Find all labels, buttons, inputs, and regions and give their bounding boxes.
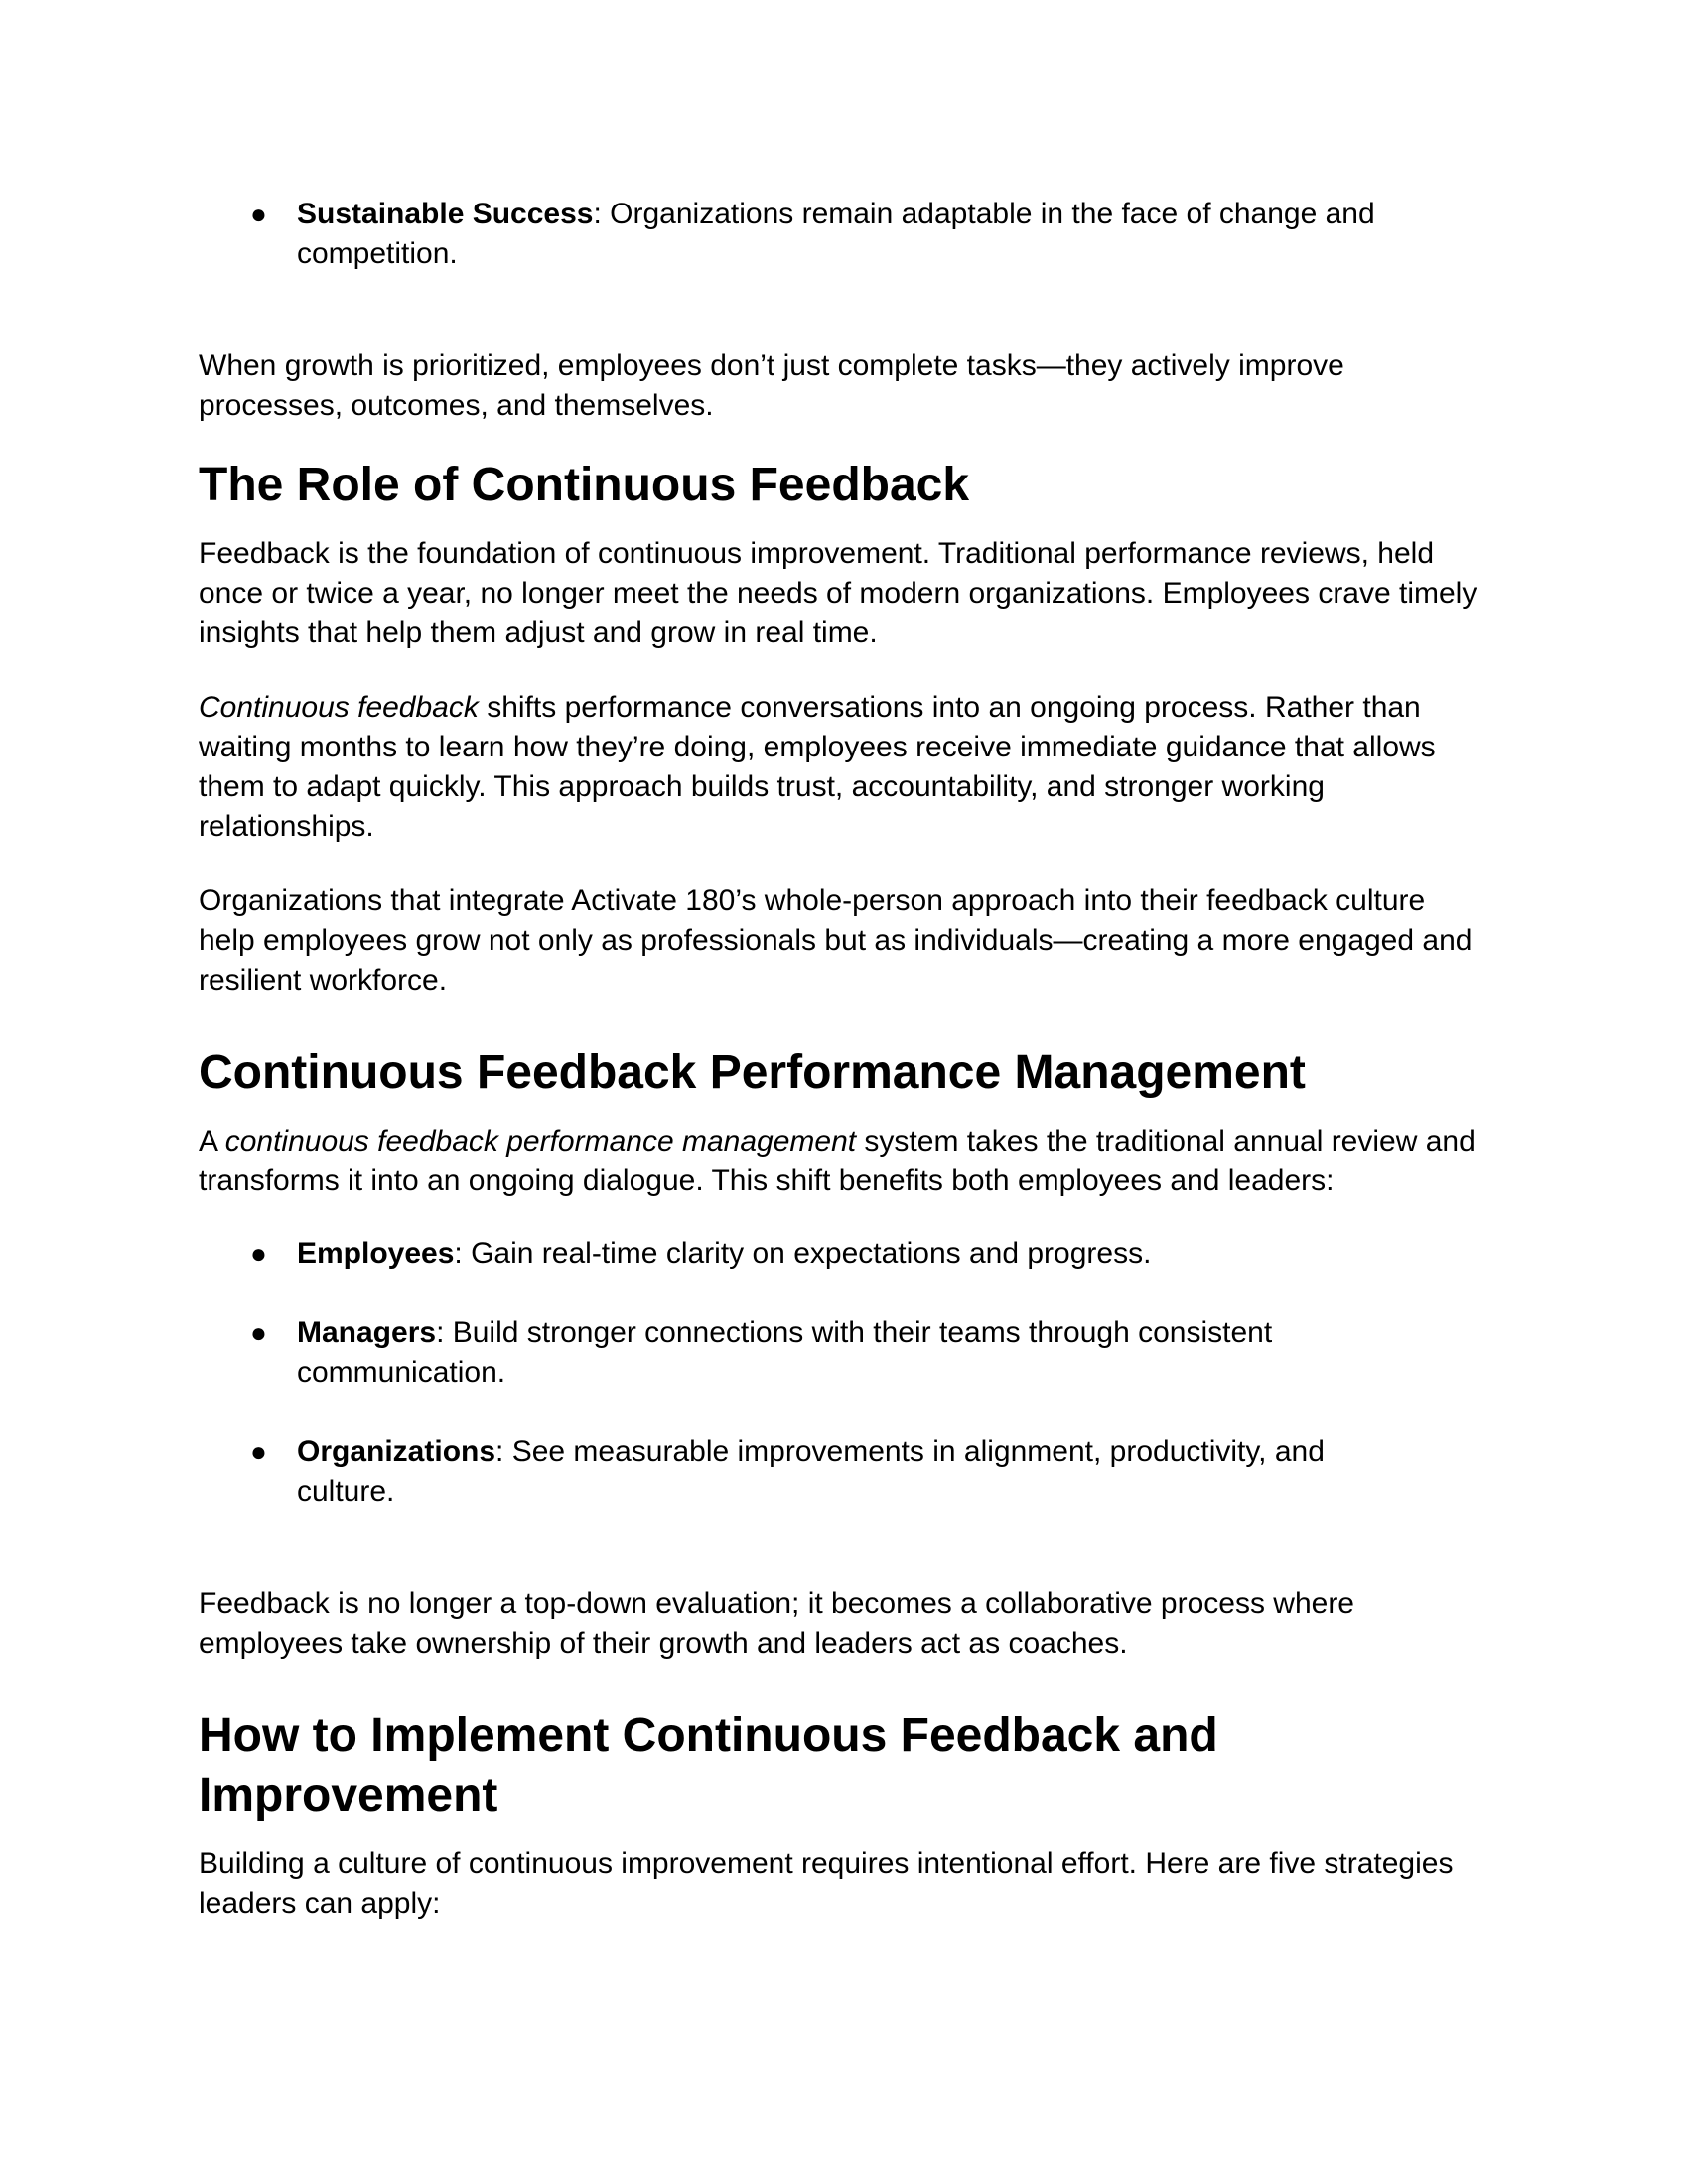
heading-continuous-feedback-performance-management: Continuous Feedback Performance Management	[199, 1046, 1306, 1099]
list-item-term: Managers	[297, 1316, 437, 1349]
document-page	[199, 195, 1489, 1924]
bullet-icon: ●	[250, 1436, 267, 1467]
list-item-term: Organizations	[297, 1435, 496, 1468]
top-bullet-list	[199, 195, 1390, 274]
bullet-icon: ●	[250, 1317, 267, 1348]
role-paragraph-2	[199, 688, 1479, 847]
list-item-text: : Organizations remain adaptable in the face of change and competition.	[297, 198, 1375, 270]
list-item-term: Sustainable Success	[297, 198, 594, 230]
heading-role-of-continuous-feedback: The Role of Continuous Feedback	[199, 459, 970, 511]
management-closing: Feedback is no longer a top-down evaluation; it becomes a collaborative process where employees take ownership of their growth and leaders act as coaches.	[199, 1587, 1354, 1660]
implement-paragraph-1: Building a culture of continuous improvement requires intentional effort. Here are five strategies leaders can apply:	[199, 1847, 1454, 1920]
role-paragraph-3: Organizations that integrate Activate 180’s whole-person approach into their feedback culture help employees grow not only as professionals but as individuals—creating a more engaged and resilient workforce.	[199, 885, 1473, 997]
management-intro	[199, 1122, 1489, 1201]
management-intro-emphasis: continuous feedback performance management	[224, 1125, 857, 1158]
role-paragraph-2-emphasis: Continuous feedback	[199, 691, 479, 724]
list-item	[199, 1313, 1390, 1393]
list-item	[199, 195, 1390, 274]
bullet-icon: ●	[250, 1238, 267, 1269]
list-item-text: : See measurable improvements in alignment, productivity, and culture.	[297, 1435, 1325, 1508]
list-item-text: : Gain real-time clarity on expectations and progress.	[454, 1237, 1152, 1270]
growth-paragraph: When growth is prioritized, employees don’t just complete tasks—they actively improve processes, outcomes, and themselves.	[199, 349, 1344, 422]
role-paragraph-1: Feedback is the foundation of continuous improvement. Traditional performance reviews, held once or twice a year, no longer meet the needs of modern organizations. Employees crave timely insights that help them adjust and grow in real time.	[199, 537, 1477, 649]
management-bullet-list	[199, 1234, 1390, 1512]
list-item	[199, 1234, 1390, 1274]
role-paragraph-2-text: shifts performance conversations into an ongoing process. Rather than waiting months to learn how they’re doing, employees receive immediate guidance that allows them to adapt quickly. This approach builds trust, accountability, and stronger working relationships.	[199, 691, 1436, 843]
management-intro-text: system takes the traditional annual review and transforms it into an ongoing dialogue. This shift benefits both employees and leaders:	[199, 1125, 1476, 1197]
list-item-term: Employees	[297, 1237, 455, 1270]
list-item	[199, 1433, 1390, 1512]
heading-how-to-implement: How to Implement Continuous Feedback and Improvement	[199, 1709, 1218, 1822]
bullet-icon: ●	[250, 199, 267, 229]
list-item-text: : Build stronger connections with their teams through consistent communication.	[297, 1316, 1273, 1389]
management-intro-prefix: A	[199, 1125, 225, 1158]
